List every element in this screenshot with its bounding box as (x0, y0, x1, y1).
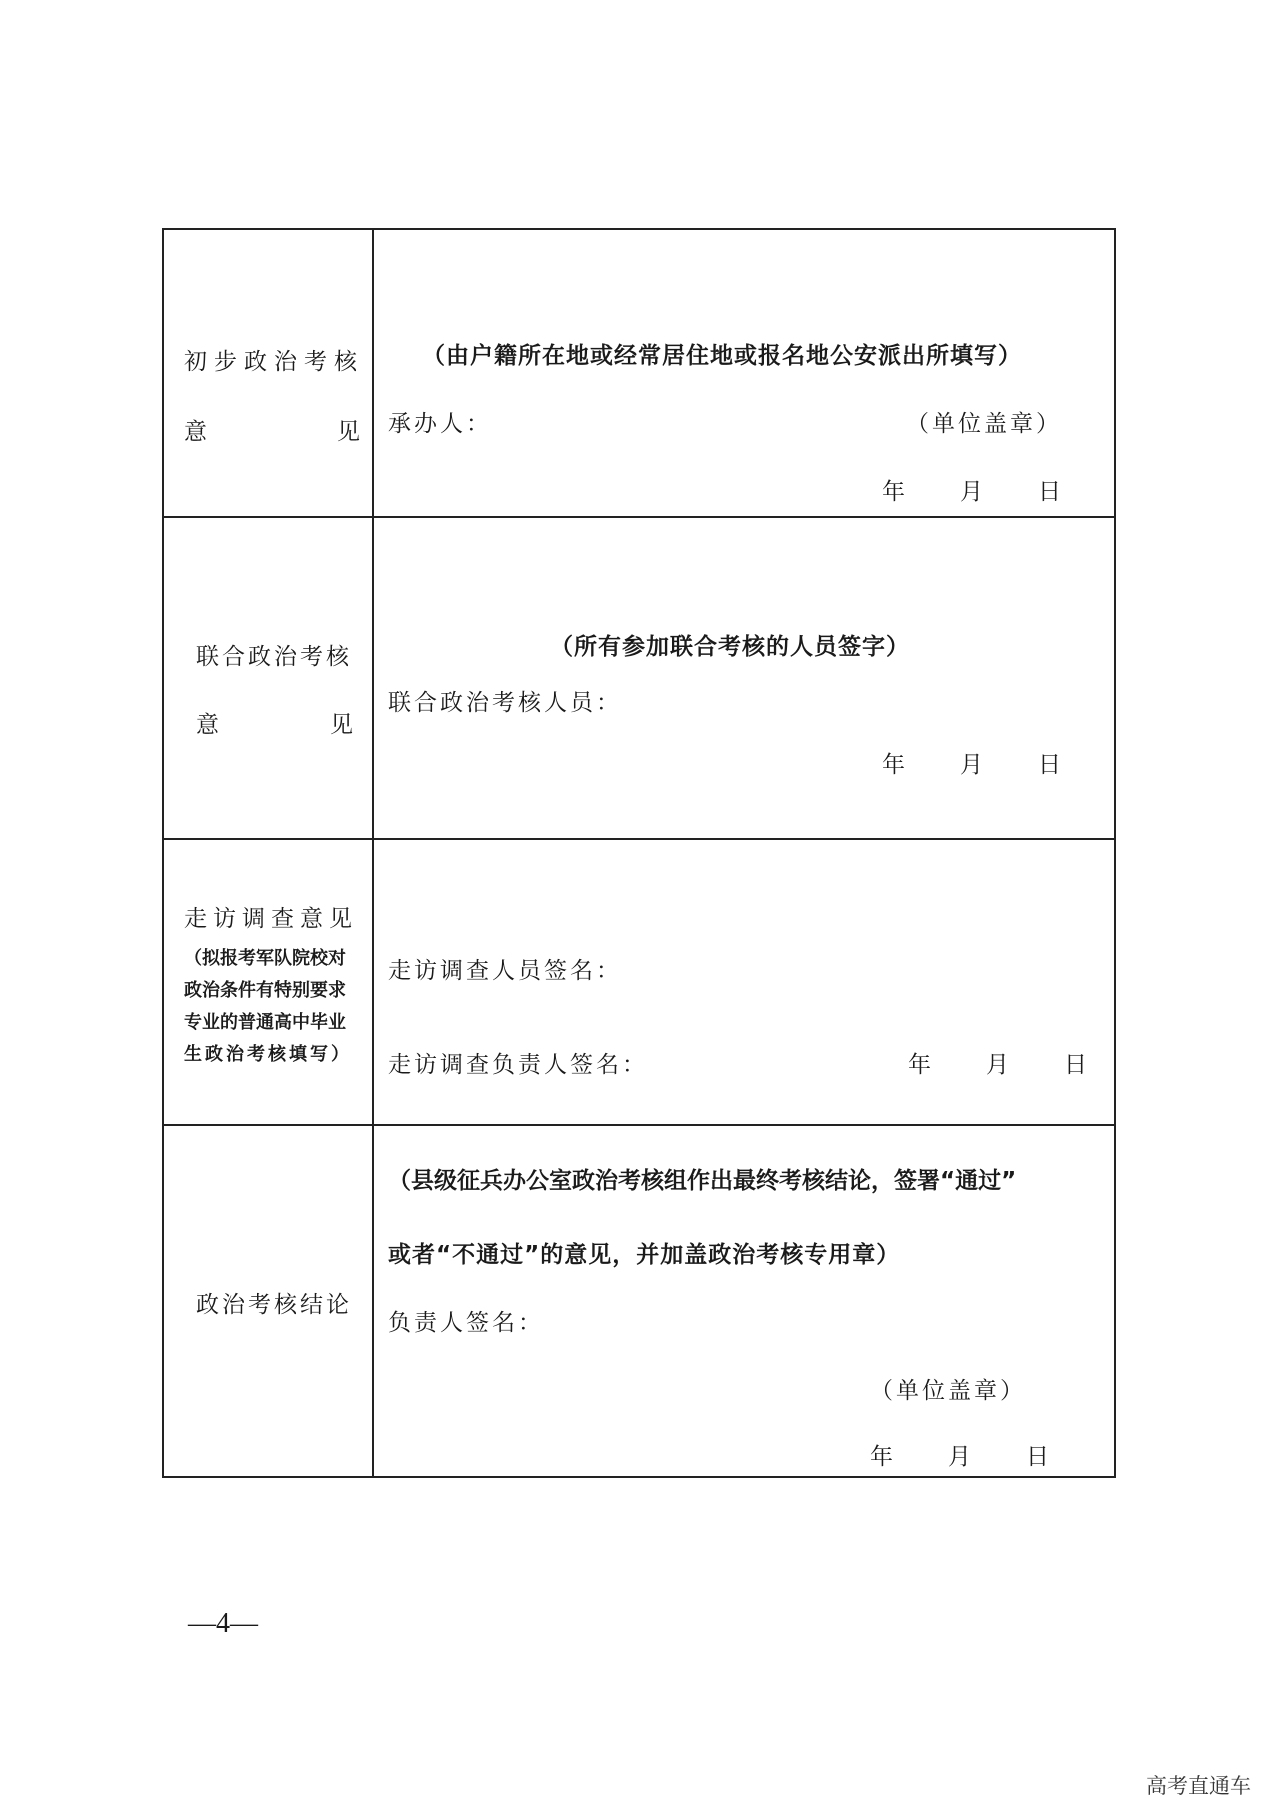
row3-label-note-line3: 专业的普通高中毕业 (184, 1012, 346, 1033)
row4-seal-label: （单位盖章） (870, 1378, 1026, 1404)
row1-seal-label: （单位盖章） (906, 411, 1062, 437)
row4-month: 月 (948, 1444, 974, 1470)
row3-label-cell (163, 839, 373, 1125)
row2-signer-label: 联合政治考核人员： (388, 690, 622, 716)
row4-content-cell[interactable] (373, 1125, 1115, 1477)
row2-instruction: （所有参加联合考核的人员签字） (550, 634, 910, 660)
row3-year: 年 (908, 1052, 934, 1078)
row4-label: 政治考核结论 (196, 1292, 352, 1318)
row4-instruction-line1: （县级征兵办公室政治考核组作出最终考核结论，签署“通过” (388, 1168, 1017, 1194)
row3-label-note-line1: （拟报考军队院校对 (184, 948, 346, 969)
row2-label-line2-right: 见 (330, 712, 356, 738)
row1-label-line2-left: 意 (184, 419, 210, 445)
row2-month: 月 (960, 752, 986, 778)
row2-content-cell[interactable] (373, 517, 1115, 839)
row3-label-note-line2: 政治条件有特别要求 (184, 980, 346, 1001)
row2-label-line2-left: 意 (196, 712, 222, 738)
row3-day: 日 (1064, 1052, 1090, 1078)
row4-year: 年 (870, 1444, 896, 1470)
political-review-form (162, 228, 1116, 1478)
row1-label-line1: 初步政治考核 (184, 349, 364, 375)
row1-year: 年 (882, 479, 908, 505)
row4-signer-label: 负责人签名： (388, 1310, 544, 1336)
row4-label-cell (163, 1125, 373, 1477)
row3-leader-label: 走访调查负责人签名： (388, 1052, 648, 1078)
row3-content-cell[interactable] (373, 839, 1115, 1125)
row1-label-line2-right: 见 (337, 419, 363, 445)
row3-label-title: 走访调查意见 (184, 906, 358, 932)
row2-year: 年 (882, 752, 908, 778)
row2-label-cell (163, 517, 373, 839)
row2-day: 日 (1038, 752, 1064, 778)
row3-label-note-line4: 生政治考核填写） (184, 1044, 352, 1065)
row2-label-line1: 联合政治考核 (196, 644, 352, 670)
row4-instruction-line2: 或者“不通过”的意见，并加盖政治考核专用章） (388, 1242, 901, 1268)
row1-month: 月 (960, 479, 986, 505)
row1-content-cell[interactable] (373, 229, 1115, 517)
row1-handler-label: 承办人： (388, 411, 492, 437)
row3-investigator-label: 走访调查人员签名： (388, 958, 622, 984)
row3-month: 月 (986, 1052, 1012, 1078)
row1-instruction: （由户籍所在地或经常居住地或报名地公安派出所填写） (422, 343, 1022, 369)
page-number: —4— (188, 1608, 258, 1639)
watermark: 高考直通车 (1146, 1774, 1251, 1798)
row1-label-cell (163, 229, 373, 517)
row4-day: 日 (1026, 1444, 1052, 1470)
row1-day: 日 (1038, 479, 1064, 505)
